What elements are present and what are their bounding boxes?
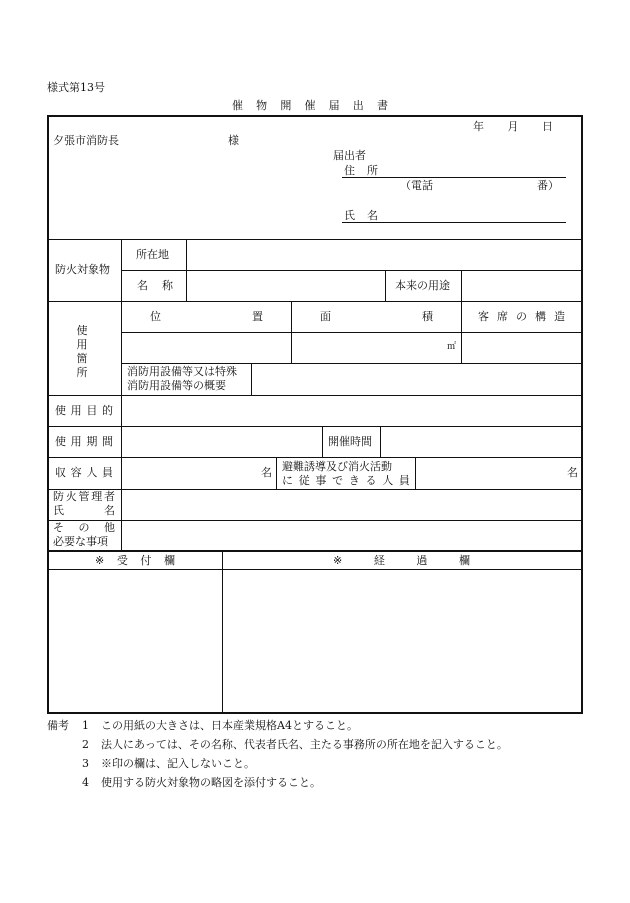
evacuation-unit: 名	[567, 466, 578, 479]
addressee: 夕張市消防長	[53, 134, 119, 147]
event-time-label: 開催時間	[328, 435, 372, 448]
phone-open: （電話	[400, 179, 433, 192]
position-header: 位 置	[150, 310, 263, 323]
capacity-label: 収 容 人 員	[55, 466, 113, 479]
target-label: 防火対象物	[55, 263, 110, 276]
applicant-label: 届出者	[333, 149, 366, 162]
note-text: 使用する防火対象物の略図を添付すること。	[101, 776, 321, 789]
other-label-line2: 必要な事項	[53, 535, 108, 548]
area-unit: ㎡	[447, 342, 457, 352]
location-label: 所在地	[136, 248, 169, 261]
original-use-label: 本来の用途	[395, 279, 450, 292]
note-text: ※印の欄は、記入しないこと。	[101, 757, 255, 770]
note-number: 3	[82, 757, 89, 770]
evacuation-label-line1: 避難誘導及び消火活動	[282, 460, 392, 473]
form-title: 催 物 開 催 届 出 書	[232, 99, 388, 112]
period-label: 使 用 期 間	[55, 435, 113, 448]
other-label-line1: そ の 他	[53, 521, 115, 534]
form-number: 様式第13号	[47, 81, 105, 94]
capacity-unit: 名	[261, 466, 272, 479]
equipment-label-line2: 消防用設備等の概要	[127, 379, 226, 392]
reception-header: ※ 受 付 欄	[95, 554, 175, 567]
target-name-label: 名 称	[137, 279, 173, 292]
address-label: 住 所	[344, 164, 378, 177]
manager-label-line2: 氏 名	[53, 504, 115, 517]
note-number: 2	[82, 738, 89, 751]
address-line[interactable]	[342, 177, 566, 178]
addressee-honorific: 様	[228, 134, 239, 147]
name-label: 氏 名	[344, 209, 378, 222]
note-number: 4	[82, 776, 89, 789]
purpose-label: 使 用 目 的	[55, 404, 113, 417]
manager-label-line1: 防 火 管 理 者	[53, 490, 115, 503]
notes-heading: 備考	[47, 719, 69, 732]
date-field[interactable]: 年 月 日	[473, 120, 553, 133]
usage-place-label: 使 用 箇 所	[76, 324, 88, 379]
note-text: この用紙の大きさは、日本産業規格A4とすること。	[101, 719, 358, 732]
name-line[interactable]	[342, 222, 566, 223]
seating-header: 客 席 の 構 造	[478, 310, 565, 323]
phone-close: 番）	[537, 179, 559, 192]
form-frame	[47, 115, 583, 714]
note-number: 1	[82, 719, 89, 732]
area-header: 面 積	[320, 310, 433, 323]
note-text: 法人にあっては、その名称、代表者氏名、主たる事務所の所在地を記入すること。	[101, 738, 508, 751]
evacuation-label-line2: に 従 事 で き る 人 員	[282, 474, 410, 487]
progress-header: ※ 経 過 欄	[333, 554, 470, 567]
equipment-label-line1: 消防用設備等又は特殊	[127, 365, 237, 378]
